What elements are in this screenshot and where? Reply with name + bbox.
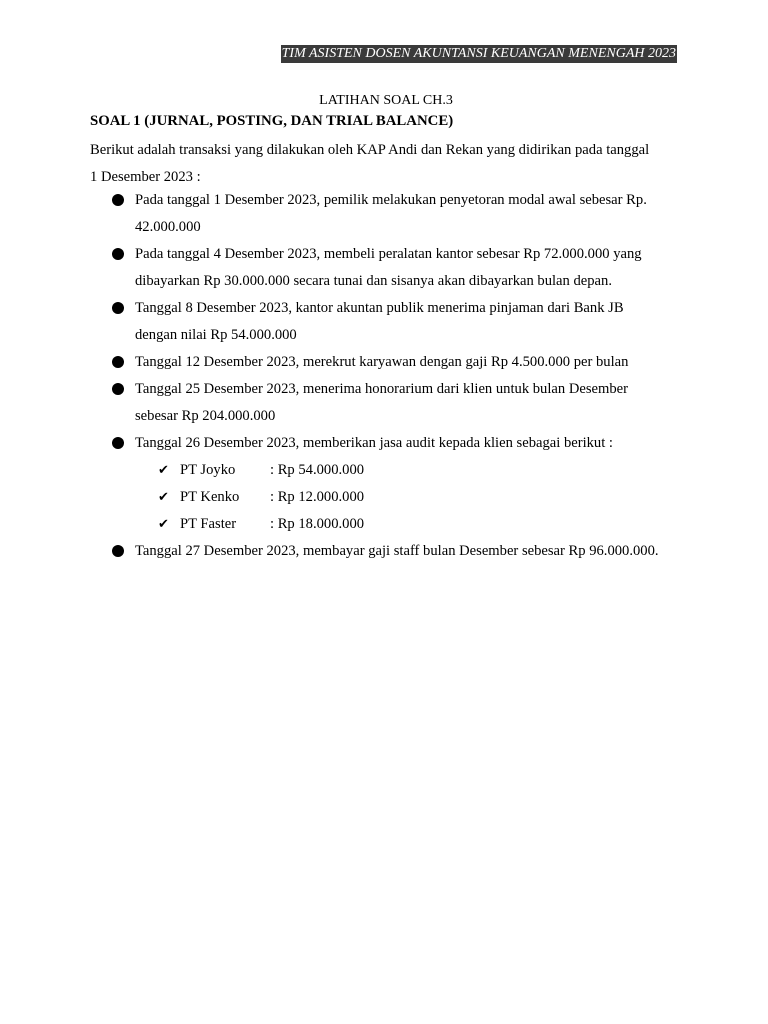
item-text: dengan nilai Rp 54.000.000 bbox=[135, 327, 297, 343]
client-name: PT Kenko bbox=[180, 489, 240, 505]
sub-list-item bbox=[0, 511, 768, 538]
bullet-icon bbox=[112, 545, 124, 557]
item-text: Pada tanggal 1 Desember 2023, pemilik melakukan penyetoran modal awal sebesar Rp. bbox=[135, 192, 647, 208]
page-header: TIM ASISTEN DOSEN AKUNTANSI KEUANGAN MENENGAH 2023 bbox=[281, 46, 676, 61]
list-item bbox=[0, 538, 685, 565]
checkmark-icon: ✔ bbox=[158, 490, 169, 505]
item-text: 42.000.000 bbox=[135, 219, 201, 235]
list-item bbox=[0, 187, 685, 241]
item-text: Pada tanggal 4 Desember 2023, membeli peralatan kantor sebesar Rp 72.000.000 yang bbox=[135, 246, 642, 262]
document-title: LATIHAN SOAL CH.3 bbox=[319, 93, 453, 108]
transaction-list bbox=[0, 187, 768, 565]
list-item bbox=[0, 295, 685, 349]
item-text: Tanggal 8 Desember 2023, kantor akuntan publik menerima pinjaman dari Bank JB bbox=[135, 300, 624, 316]
bullet-icon bbox=[112, 248, 124, 260]
intro-line: Berikut adalah transaksi yang dilakukan oleh KAP Andi dan Rekan yang didirikan pada tanggal bbox=[90, 142, 650, 158]
item-text: Tanggal 12 Desember 2023, merekrut karyawan dengan gaji Rp 4.500.000 per bulan bbox=[135, 354, 629, 370]
item-text: Tanggal 25 Desember 2023, menerima honorarium dari klien untuk bulan Desember bbox=[135, 381, 628, 397]
checkmark-icon: ✔ bbox=[158, 517, 169, 532]
intro-line: 1 Desember 2023 : bbox=[90, 169, 201, 185]
sub-list-item bbox=[0, 457, 768, 484]
list-item bbox=[0, 430, 685, 457]
item-text: Tanggal 27 Desember 2023, membayar gaji staff bulan Desember sebesar Rp 96.000.000. bbox=[135, 543, 659, 559]
sub-list-item bbox=[0, 484, 768, 511]
intro-paragraph bbox=[90, 137, 680, 191]
item-text: Tanggal 26 Desember 2023, memberikan jasa audit kepada klien sebagai berikut : bbox=[135, 435, 613, 451]
client-name: PT Joyko bbox=[180, 462, 236, 478]
bullet-icon bbox=[112, 383, 124, 395]
client-amount: : Rp 18.000.000 bbox=[270, 516, 365, 532]
section-title: SOAL 1 (JURNAL, POSTING, DAN TRIAL BALANCE) bbox=[90, 113, 454, 129]
list-item bbox=[0, 241, 685, 295]
client-amount: : Rp 12.000.000 bbox=[270, 489, 365, 505]
list-item bbox=[0, 376, 685, 430]
checkmark-icon: ✔ bbox=[158, 463, 169, 478]
list-item bbox=[0, 349, 685, 376]
item-text: sebesar Rp 204.000.000 bbox=[135, 408, 276, 424]
client-name: PT Faster bbox=[180, 516, 237, 532]
bullet-icon bbox=[112, 194, 124, 206]
bullet-icon bbox=[112, 302, 124, 314]
client-amount: : Rp 54.000.000 bbox=[270, 462, 365, 478]
bullet-icon bbox=[112, 437, 124, 449]
bullet-icon bbox=[112, 356, 124, 368]
item-text: dibayarkan Rp 30.000.000 secara tunai dan sisanya akan dibayarkan bulan depan. bbox=[135, 273, 612, 289]
